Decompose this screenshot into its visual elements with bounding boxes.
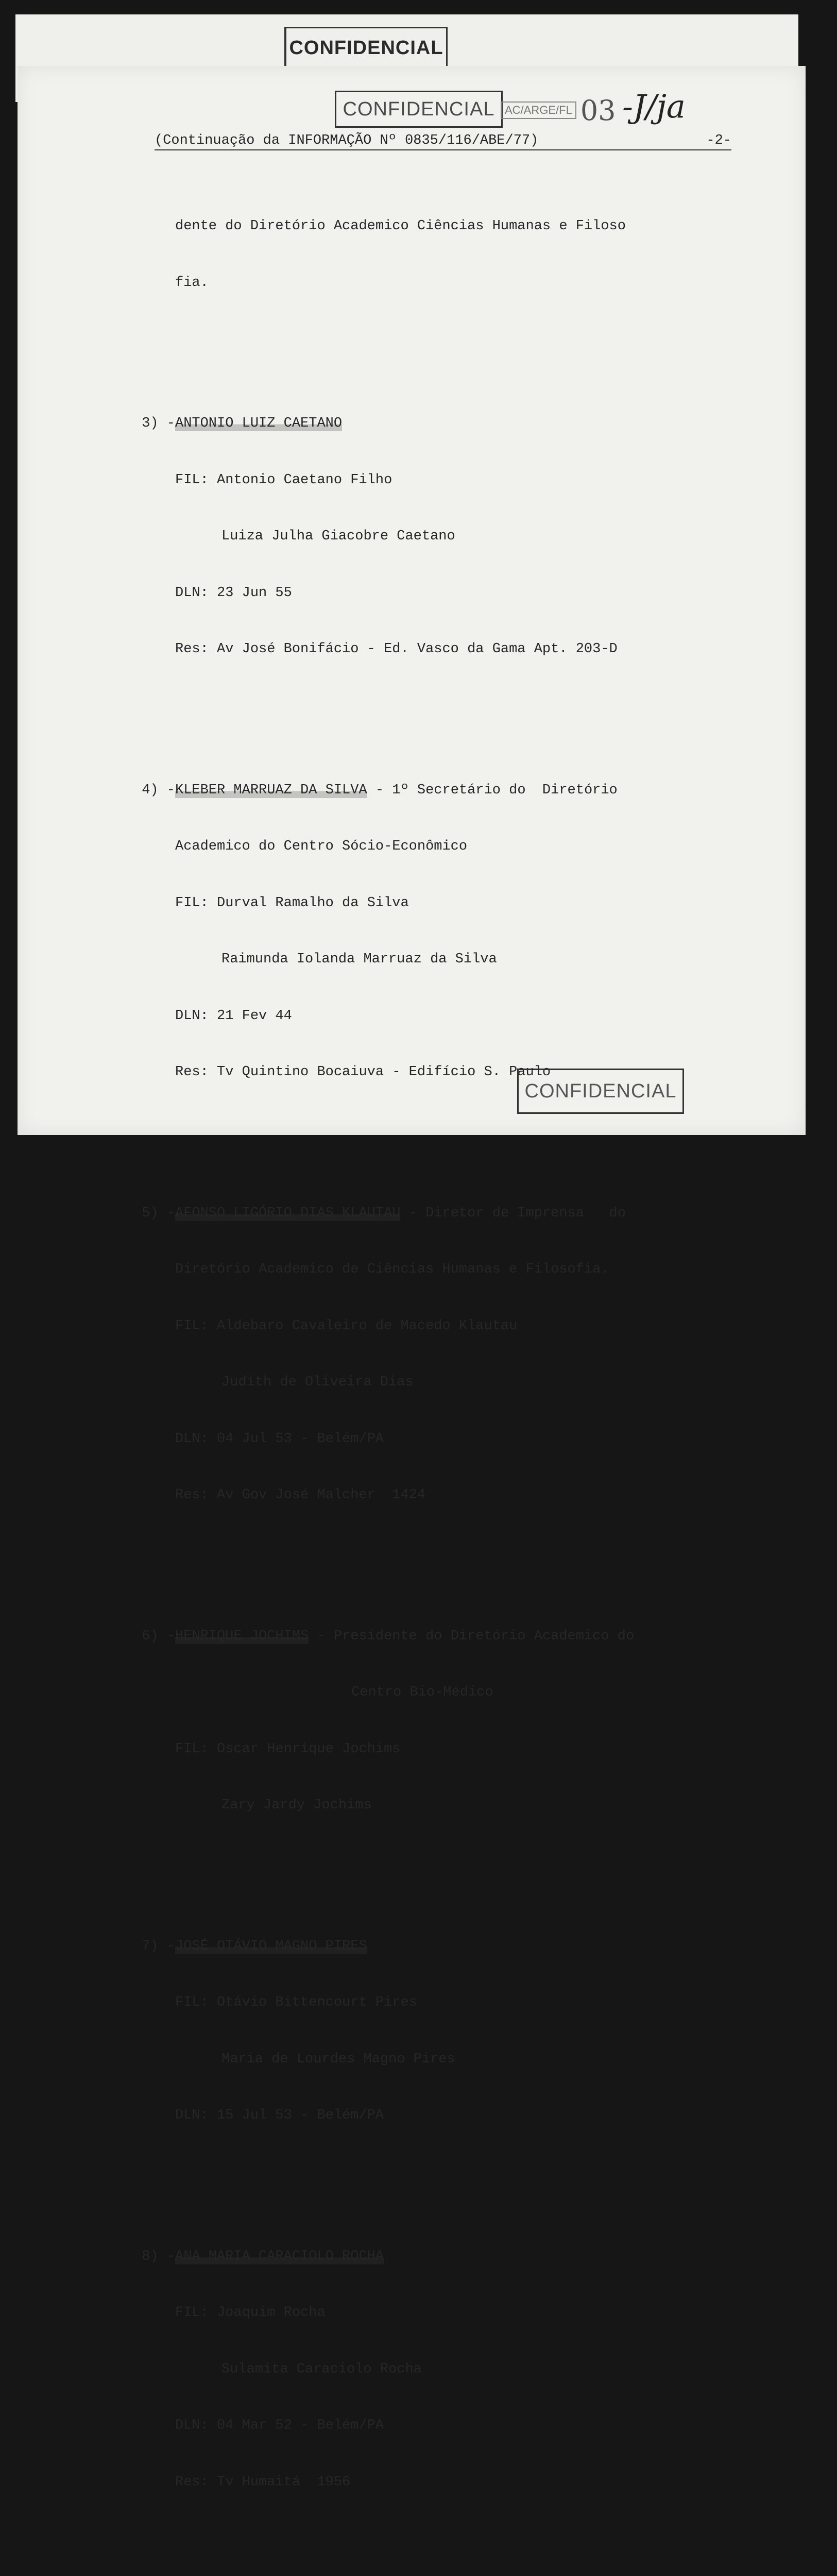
entry-heading: 7) -JOSÉ OTÁVIO MAGNO PIRES <box>142 1938 367 1954</box>
entry-name: HENRIQUE JOCHIMS <box>175 1628 309 1644</box>
entry-residence: Res: Av Gov José Malcher 1424 <box>175 1487 426 1503</box>
entry-birth: DLN: 04 Mar 52 - Belém/PA <box>175 2418 384 2433</box>
entry-parents: FIL: Aldebaro Cavaleiro de Macedo Klautau <box>175 1318 518 1334</box>
entry-birth: DLN: 15 Jul 53 - Belém/PA <box>175 2108 384 2123</box>
entry-residence: Res: Tv Quintino Bocaiuva - Edifício S. Paulo <box>175 1064 551 1080</box>
entry-parents: FIL: Joaquim Rocha <box>175 2305 326 2320</box>
handwritten-signature: -J/ja <box>622 88 686 125</box>
page-number: -2- <box>706 133 731 148</box>
entry-role: Academico do Centro Sócio-Econômico <box>175 839 468 854</box>
entry-heading: 3) -ANTONIO LUIZ CAETANO <box>142 416 343 431</box>
archive-number: 03 <box>580 94 616 127</box>
continuation-title: (Continuação da INFORMAÇÃO Nº 0835/116/ABE/77) <box>155 133 539 148</box>
entry-name: JOSÉ OTÁVIO MAGNO PIRES <box>175 1938 367 1954</box>
entry-heading: 6) -HENRIQUE JOCHIMS - Presidente do Diretório Academico do <box>142 1628 635 1644</box>
entry-name: ANA MARIA CARACIOLO ROCHA <box>175 2248 384 2264</box>
entry-role: - 1º Secretário do Diretório <box>367 782 618 798</box>
entry-parents: FIL: Durval Ramalho da Silva <box>175 895 409 911</box>
confidential-stamp-middle: CONFIDENCIAL <box>335 91 503 128</box>
entry-birth: DLN: 04 Jul 53 - Belém/PA <box>175 1431 384 1447</box>
entry-residence: Res: Av José Bonifácio - Ed. Vasco da Gama Apt. 203-D <box>175 641 618 657</box>
intro-line: fia. <box>175 275 209 291</box>
entry-name: KLEBER MARRUAZ DA SILVA <box>175 782 367 798</box>
entry-birth: DLN: 21 Fev 44 <box>175 1008 292 1024</box>
entry-heading: 5) -AFONSO LIGÓRIO DIAS KLAUTAU - Diretor de Imprensa do <box>142 1205 626 1221</box>
entry-parents: Zary Jardy Jochims <box>221 1798 372 1813</box>
archive-code: AC/ARGE/FL <box>501 101 576 119</box>
entry-role: Centro Bio-Médico <box>351 1685 493 1700</box>
entry-name: AFONSO LIGÓRIO DIAS KLAUTAU <box>175 1205 401 1221</box>
entry-role: - Diretor de Imprensa do <box>400 1205 626 1221</box>
entry-role: - Presidente do Diretório Academico do <box>309 1628 635 1644</box>
entry-heading: 4) -KLEBER MARRUAZ DA SILVA - 1º Secretário do Diretório <box>142 782 618 798</box>
entry-heading: 8) -ANA MARIA CARACIOLO ROCHA <box>142 2248 384 2264</box>
entry-parents: FIL: Antonio Caetano Filho <box>175 472 392 488</box>
document-body <box>142 179 742 2576</box>
entry-parents: FIL: Otávio Bittencourt Pires <box>175 1995 417 2010</box>
intro-line: dente do Diretório Academico Ciências Humanas e Filoso <box>175 218 626 234</box>
entry-residence: Res: Tv Humaitá 1956 <box>175 2474 351 2490</box>
entry-parents: Maria de Lourdes Magno Pires <box>221 2051 455 2067</box>
entry-name: ANTONIO LUIZ CAETANO <box>175 416 343 431</box>
entry-parents: FIL: Oscar Henrique Jochims <box>175 1741 401 1757</box>
entry-parents: Luiza Julha Giacobre Caetano <box>221 529 455 544</box>
entry-parents: Judith de Oliveira Dias <box>221 1375 414 1390</box>
archive-mark <box>501 92 624 129</box>
confidential-stamp-top: CONFIDENCIAL <box>284 27 448 69</box>
entry-parents: Sulamita Caraciolo Rocha <box>221 2361 422 2377</box>
entry-birth: DLN: 23 Jun 55 <box>175 585 292 601</box>
entry-role: Diretório Academico de Ciências Humanas e Filosofia. <box>175 1262 609 1277</box>
page-header <box>155 133 731 150</box>
entry-parents: Raimunda Iolanda Marruaz da Silva <box>221 952 497 967</box>
confidential-stamp-bottom: CONFIDENCIAL <box>517 1069 684 1114</box>
